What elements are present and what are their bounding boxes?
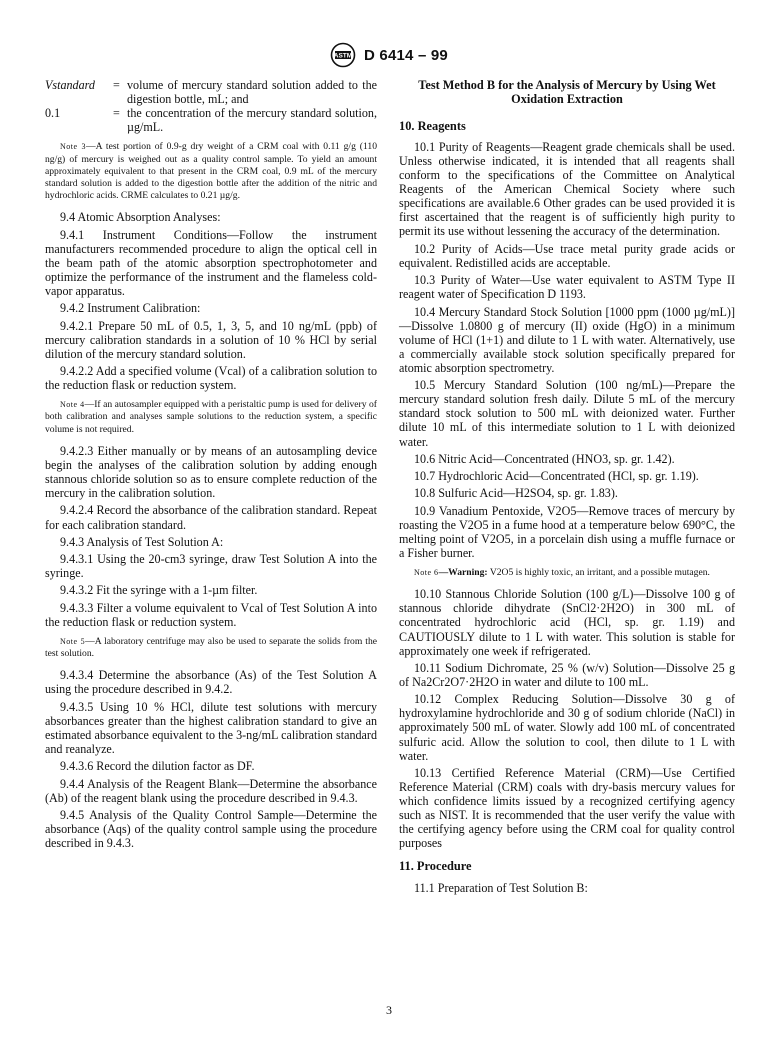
paragraph-10-11: 10.11 Sodium Dichromate, 25 % (w/v) Solution—Dissolve 25 g of Na2Cr2O7·2H2O in water and dilute to 100 mL. [399,660,735,689]
paragraph-10-8: 10.8 Sulfuric Acid—H2SO4, sp. gr. 1.83). [414,486,618,501]
heading-procedure: 11. Procedure [399,859,472,874]
definition-concentration [45,106,377,134]
paragraph-10-2: 10.2 Purity of Acids—Use trace metal purity grade acids or equivalent. Redistilled acids are acceptable. [399,241,735,270]
paragraph-9-4-3: 9.4.3 Analysis of Test Solution A: [60,534,224,549]
note-5 [45,636,377,660]
note-text: —If an autosampler equipped with a peristaltic pump is used for delivery of both calibration and analyses sample solutions to the reduction system, a specific volume is not required. [45,399,377,435]
paragraph-10-4: 10.4 Mercury Standard Stock Solution [1000 ppm (1000 µg/mL)]—Dissolve 1.0800 g of mercury (II) oxide (HgO) in a minimum volume of HCl (1+1) and dilute to 1 L with water. Alternatively, use a commercially available stock solution specifically prepared for atomic absorption spectrometry. [399,304,735,375]
left-column [45,78,377,853]
definition-symbol: 0.1 [45,106,61,121]
note-6 [399,567,735,579]
paragraph-10-10: 10.10 Stannous Chloride Solution (100 g/L)—Dissolve 100 g of stannous chloride dihydrate (SnCl2·2H2O) in 300 mL of concentrated hydrochloric acid (HCl, sp. gr. 1.19) and CAUTIOUSLY dilute to 1 L with water. This solution is stable for approximately one week if refrigerated. [399,587,735,658]
paragraph-9-4-2: 9.4.2 Instrument Calibration: [60,301,201,316]
paragraph-9-4-2-2: 9.4.2.2 Add a specified volume (Vcal) of a calibration solution to the reduction flask or reduction system. [45,364,377,393]
paragraph-9-4-3-2: 9.4.3.2 Fit the syringe with a 1-µm filter. [60,583,258,598]
paragraph-10-5: 10.5 Mercury Standard Solution (100 ng/mL)—Prepare the mercury standard solution fresh daily. Dilute 5 mL of the mercury standard stock solution to 500 mL with deionized water. Further dilute 10 mL of this intermediate solution to 1 L with deionized water. [399,378,735,449]
note-text: V2O5 is highly toxic, an irritant, and a possible mutagen. [487,567,710,579]
paragraph-9-4-3-3: 9.4.3.3 Filter a volume equivalent to Vcal of Test Solution A into the reduction flask or reduction system. [45,600,377,629]
warning-label: —Warning: [438,567,488,579]
section-title: Test Method B for the Analysis of Mercury by Using Wet Oxidation Extraction [418,78,716,107]
heading-reagents: 10. Reagents [399,118,466,133]
paragraph-9-4-3-4: 9.4.3.4 Determine the absorbance (As) of the Test Solution A using the procedure described in 9.4.2. [45,668,377,697]
paragraph-9-4-2-4: 9.4.2.4 Record the absorbance of the calibration standard. Repeat for each calibration standard. [45,503,377,532]
paragraph-10-13: 10.13 Certified Reference Material (CRM)—Use Certified Reference Material (CRM) coals with dry-basis mercury values for which confidence limits issued by a recognized certifying agency such as NIST. It is recommended that the user verify the value with the certifying agency before using the CRM coal for quality control purposes [399,765,735,851]
definition-description: volume of mercury standard solution added to the digestion bottle, mL; and [127,78,377,107]
note-text: —A laboratory centrifuge may also be used to separate the solids from the test solution. [45,635,377,660]
note-label: Note 5 [60,636,86,646]
paragraph-9-4-3-5: 9.4.3.5 Using 10 % HCl, dilute test solutions with mercury absorbances greater than the highest calibration standard to give an estimated absorbance equivalent to the 3-ng/mL calibration standard and reanalyze. [45,699,377,756]
note-label: Note 4 [60,400,85,410]
paragraph-9-4-3-1: 9.4.3.1 Using the 20-cm3 syringe, draw Test Solution A into the syringe. [45,552,377,581]
paragraph-10-12: 10.12 Complex Reducing Solution—Dissolve 30 g of hydroxylamine hydrochloride and 30 g of sodium chloride (NaCl) in approximately 500 mL of water. Slowly add 100 mL of concentrated sulfuric acid. Allow the solution to cool, then dilute to 1 L with water. [399,692,735,763]
paragraph-9-4: 9.4 Atomic Absorption Analyses: [60,210,221,225]
definition-description: the concentration of the mercury standard solution, µg/mL. [127,106,377,135]
paragraph-10-3: 10.3 Purity of Water—Use water equivalent to ASTM Type II reagent water of Specification D 1193. [399,273,735,302]
right-column [399,78,735,898]
definition-equals: = [113,78,120,92]
definition-equals: = [113,106,120,121]
note-label: Note 6 [414,568,439,578]
designation: D 6414 – 99 [364,46,448,64]
note-4 [45,399,377,436]
page-header [0,42,778,68]
paragraph-9-4-3-6: 9.4.3.6 Record the dilution factor as DF. [60,759,255,774]
paragraph-9-4-1: 9.4.1 Instrument Conditions—Follow the instrument manufacturers recommended procedure to align the optical cell in the beam path of the atomic absorption spectrophotometer and optimize the performance of the instrument and the flameless cold-vapor apparatus. [45,227,377,299]
note-text: —A test portion of 0.9-g dry weight of a CRM coal with 0.11 g/g (110 ng/g) of mercury is weighed out as a quality control sample. To yield an amount approximately equivalent to that present in the CRM coal, 0.9 mL of the mercury standard solution is added to the digestion bottle after the addition of the nitric and hydrochloric acids. CRME calculates to 0.21 µg/g. [45,141,377,202]
definition-symbol: Vstandard [45,78,95,92]
paragraph-9-4-5: 9.4.5 Analysis of the Quality Control Sample—Determine the absorbance (Aqs) of the quality control sample using the procedure described in 9.4.3. [45,807,377,851]
paragraph-10-7: 10.7 Hydrochloric Acid—Concentrated (HCl, sp. gr. 1.19). [414,469,699,484]
svg-text:ASTM: ASTM [333,52,353,60]
paragraph-10-6: 10.6 Nitric Acid—Concentrated (HNO3, sp. gr. 1.42). [414,451,675,466]
note-3 [45,141,377,202]
note-label: Note 3 [60,142,87,152]
astm-logo-icon [330,42,356,68]
page-number: 3 [386,1003,392,1017]
paragraph-10-9: 10.9 Vanadium Pentoxide, V2O5—Remove traces of mercury by roasting the V2O5 in a fume hood at a temperature below 690°C, the melting point of V2O5, in a porcelain dish using a muffle furnace or a Fisher burner. [399,503,735,560]
definition-vstandard [45,78,377,106]
paragraph-9-4-4: 9.4.4 Analysis of the Reagent Blank—Determine the absorbance (Ab) of the reagent blank using the procedure described in 9.4.3. [45,776,377,805]
paragraph-10-1: 10.1 Purity of Reagents—Reagent grade chemicals shall be used. Unless otherwise indicated, it is intended that all reagents shall conform to the specifications of the Committee on Analytical Reagents of the American Chemical Society where such specifications are available.6 Other grades can be used provided it is first ascertained that the reagent is of sufficiently high purity to permit its use without lessening the accuracy of the determination. [399,139,735,239]
paragraph-9-4-2-3: 9.4.2.3 Either manually or by means of an autosampling device begin the analyses of the calibration solution by adding enough stannous chloride solution so as to ensure complete reduction of the mercury in the calibration solution. [45,443,377,501]
paragraph-11-1: 11.1 Preparation of Test Solution B: [414,880,588,895]
paragraph-9-4-2-1: 9.4.2.1 Prepare 50 mL of 0.5, 1, 3, 5, and 10 ng/mL (ppb) of mercury calibration standards in a solution of 10 % HCl by serial dilution of the mercury standard solution. [45,318,377,361]
